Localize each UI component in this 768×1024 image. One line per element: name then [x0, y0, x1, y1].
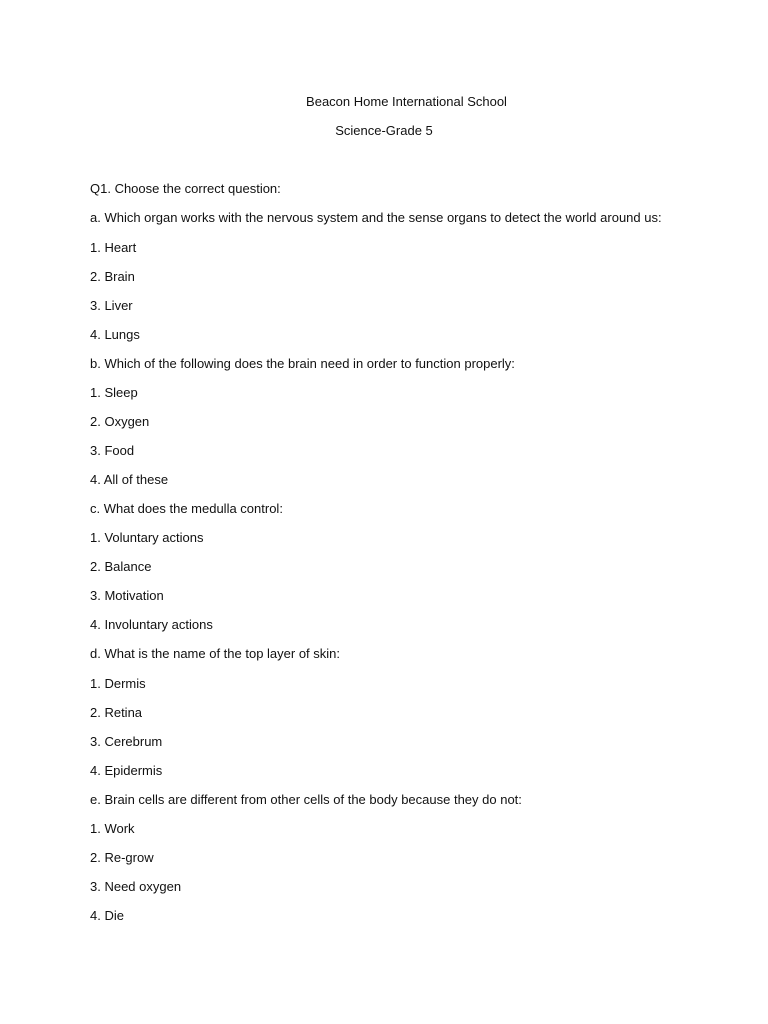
subject-grade: Science-Grade 5: [335, 123, 433, 138]
answer-option: 1. Work: [90, 821, 135, 836]
answer-option: 4. Epidermis: [90, 763, 163, 778]
answer-option: 4. Involuntary actions: [90, 617, 213, 632]
question-stem: d. What is the name of the top layer of skin:: [90, 646, 341, 661]
answer-option: 1. Dermis: [90, 676, 146, 691]
answer-option: 1. Heart: [90, 240, 137, 255]
answer-option: 2. Re-grow: [90, 850, 154, 865]
question-stem: b. Which of the following does the brain need in order to function properly:: [90, 356, 515, 371]
school-name: Beacon Home International School: [306, 94, 507, 109]
answer-option: 2. Oxygen: [90, 414, 150, 429]
answer-option: 1. Sleep: [90, 385, 138, 400]
answer-option: 4. All of these: [90, 472, 169, 487]
answer-option: 4. Lungs: [90, 327, 140, 342]
question-stem: c. What does the medulla control:: [90, 501, 283, 516]
answer-option: 2. Brain: [90, 269, 135, 284]
answer-option: 4. Die: [90, 908, 124, 923]
answer-option: 2. Balance: [90, 559, 152, 574]
question-stem: a. Which organ works with the nervous system and the sense organs to detect the world around us:: [90, 210, 662, 225]
answer-option: 2. Retina: [90, 705, 143, 720]
answer-option: 3. Liver: [90, 298, 133, 313]
answer-option: 3. Cerebrum: [90, 734, 163, 749]
answer-option: 1. Voluntary actions: [90, 530, 204, 545]
answer-option: 3. Need oxygen: [90, 879, 182, 894]
question-stem: e. Brain cells are different from other cells of the body because they do not:: [90, 792, 522, 807]
answer-option: 3. Food: [90, 443, 135, 458]
answer-option: 3. Motivation: [90, 588, 164, 603]
section-title: Q1. Choose the correct question:: [90, 181, 281, 196]
